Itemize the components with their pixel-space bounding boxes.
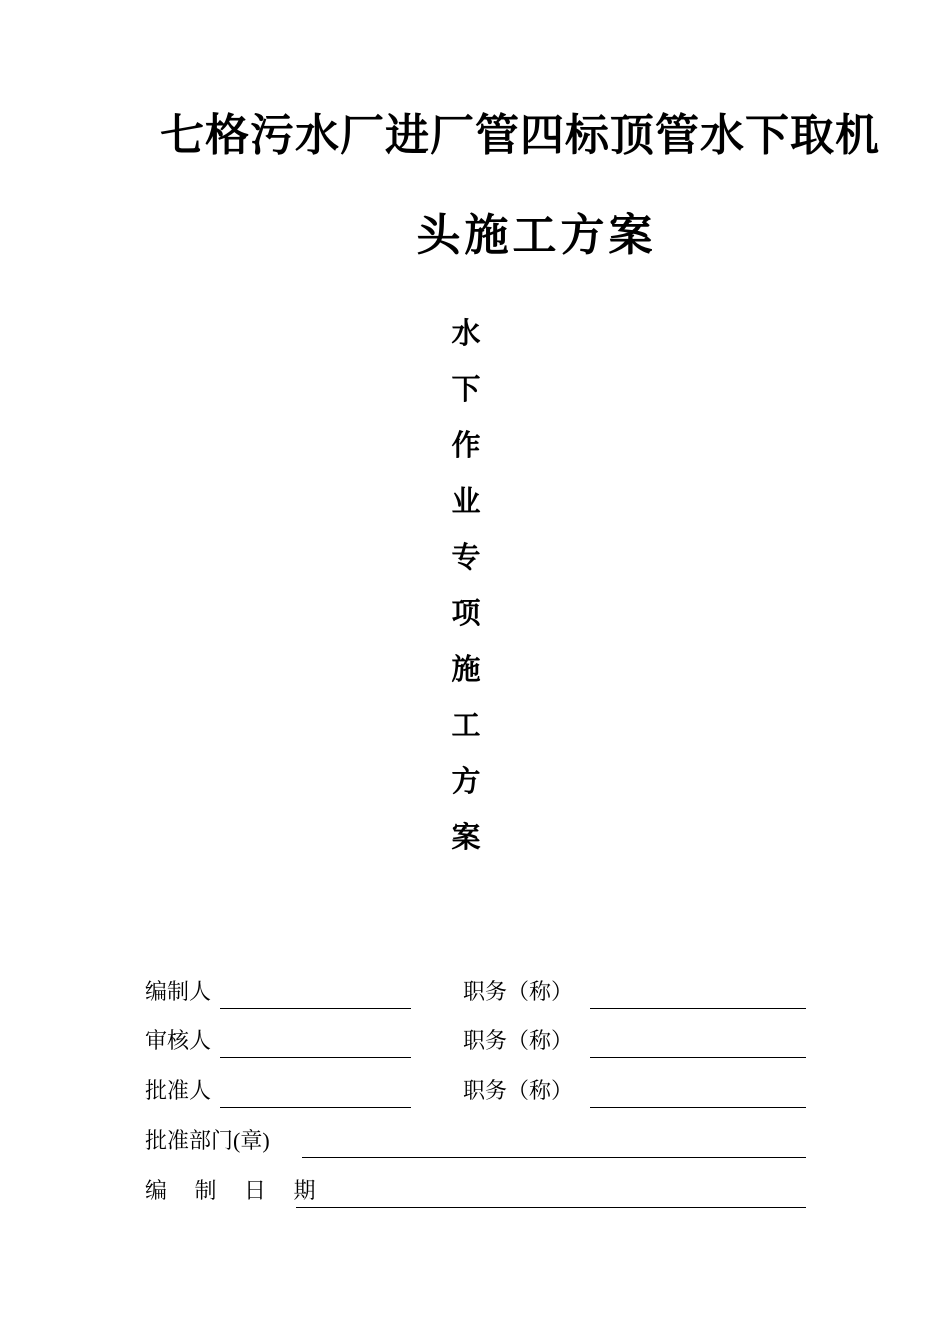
compiler-label: 编制人: [145, 979, 212, 1004]
vertical-char: 工: [451, 708, 481, 742]
vertical-char: 施: [451, 652, 481, 686]
vertical-char: 项: [451, 596, 481, 630]
reviewer-signature-line: [220, 1057, 411, 1058]
vertical-subtitle: [446, 313, 486, 873]
approval-dept-label: 批准部门(章): [145, 1128, 270, 1153]
approver-label: 批准人: [145, 1078, 212, 1103]
vertical-char: 方: [451, 764, 481, 798]
vertical-char: 业: [451, 484, 481, 518]
document-title-line-1: 七格污水厂进厂管四标顶管水下取机: [160, 110, 880, 161]
approver-duty-line: [590, 1107, 806, 1108]
approver-signature-line: [220, 1107, 411, 1108]
document-title-line-2: 头施工方案: [416, 210, 657, 261]
compiler-signature-line: [220, 1008, 411, 1009]
compiler-duty-line: [590, 1008, 806, 1009]
compile-date-line: [296, 1207, 806, 1208]
vertical-char: 水: [451, 316, 481, 350]
vertical-char: 专: [451, 540, 481, 574]
reviewer-duty-line: [590, 1057, 806, 1058]
vertical-char: 下: [451, 372, 481, 406]
reviewer-duty-label: 职务（称）: [463, 1028, 574, 1053]
vertical-char: 作: [451, 428, 481, 462]
vertical-char: 案: [451, 820, 481, 854]
reviewer-label: 审核人: [145, 1028, 212, 1053]
compiler-duty-label: 职务（称）: [463, 979, 574, 1004]
approver-duty-label: 职务（称）: [463, 1078, 574, 1103]
compile-date-label: 编 制 日 期: [145, 1178, 327, 1203]
approval-dept-line: [302, 1157, 806, 1158]
